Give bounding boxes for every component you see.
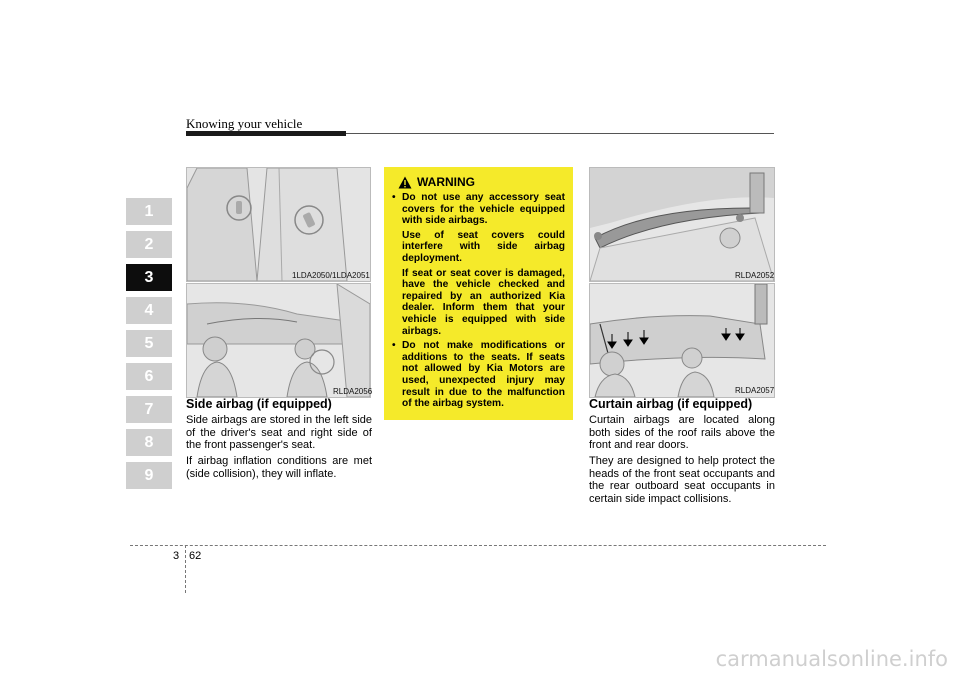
side-airbag-para-1: Side airbags are stored in the left side of the driver's seat and right side of the front passenger's seat.: [186, 414, 372, 451]
header-rule-thick: [186, 131, 346, 136]
curtain-airbag-heading: Curtain airbag (if equipped): [589, 397, 753, 411]
curtain-airbag-para-1: Curtain airbags are located along both sides of the roof rails above the front and rear doors.: [589, 414, 775, 451]
curtain-airbag-rail-illustration: [589, 167, 775, 282]
curtain-airbag-para-2: They are designed to help protect the heads of the front seat occupants and the rear outboard seat occupants in certain side impact collisions.: [589, 455, 775, 505]
warning-title: WARNING: [417, 175, 475, 189]
warning-triangle-icon: [398, 176, 412, 189]
warning-list: [392, 192, 565, 410]
chapter-tab-3-active[interactable]: 3: [126, 264, 172, 291]
chapter-tab-5[interactable]: 5: [126, 330, 172, 357]
warning-item-1-line-1: Do not use any accessory seat covers for the vehicle equipped with side airbags.: [402, 192, 565, 227]
image-code-4: RLDA2057: [735, 386, 775, 395]
chapter-tab-1[interactable]: 1: [126, 198, 172, 225]
bullet-glyph: •: [392, 192, 396, 203]
chapter-tab-4[interactable]: 4: [126, 297, 172, 324]
curtain-airbag-deployment-illustration: [589, 283, 775, 398]
image-code-1: 1LDA2050/1LDA2051: [292, 271, 370, 280]
warning-title-row: [398, 175, 565, 189]
footer-page-number: 62: [189, 550, 202, 562]
footer-dashed-vertical-rule: [185, 545, 186, 593]
chapter-tab-8[interactable]: 8: [126, 429, 172, 456]
bullet-glyph: •: [392, 340, 396, 352]
side-airbag-deployment-illustration: [186, 283, 371, 398]
warning-box: [384, 167, 573, 420]
image-code-2: RLDA2056: [333, 387, 373, 396]
header-rule-thin: [346, 133, 774, 134]
chapter-tab-9[interactable]: 9: [126, 462, 172, 489]
footer-section-number: 3: [173, 550, 180, 562]
warning-item-2: [392, 340, 565, 410]
warning-item-2-text: Do not make modifications or additions to the seats. If seats not allowed by Kia Motors are used, unexpected injury may result in due to the malfunction of the airbag system.: [402, 340, 565, 410]
chapter-tab-2[interactable]: 2: [126, 231, 172, 258]
side-airbag-para-2: If airbag inflation conditions are met (side collision), they will inflate.: [186, 455, 372, 480]
warning-item-1: [392, 192, 565, 337]
seat-drawing: [187, 168, 370, 281]
page-header-title: Knowing your vehicle: [186, 116, 303, 131]
chapter-tab-7[interactable]: 7: [126, 396, 172, 423]
warning-item-1-line-2: Use of seat covers could interfere with side airbag deployment.: [402, 229, 565, 264]
side-airbag-seat-illustration: [186, 167, 371, 282]
chapter-tab-6[interactable]: 6: [126, 363, 172, 390]
watermark-text: carmanualsonline.info: [715, 647, 948, 671]
curtain-deploy-drawing: [590, 284, 774, 397]
roof-rail-drawing: [590, 168, 774, 281]
image-code-3: RLDA2052: [735, 271, 775, 280]
footer-dashed-rule: [130, 545, 826, 546]
cabin-drawing: [187, 284, 373, 397]
side-airbag-heading: Side airbag (if equipped): [186, 397, 332, 411]
warning-item-1-line-3: If seat or seat cover is damaged, have the vehicle checked and repaired by an authorized Kia dealer. Inform them that your vehicle is equipped with side airbags.: [402, 267, 565, 337]
